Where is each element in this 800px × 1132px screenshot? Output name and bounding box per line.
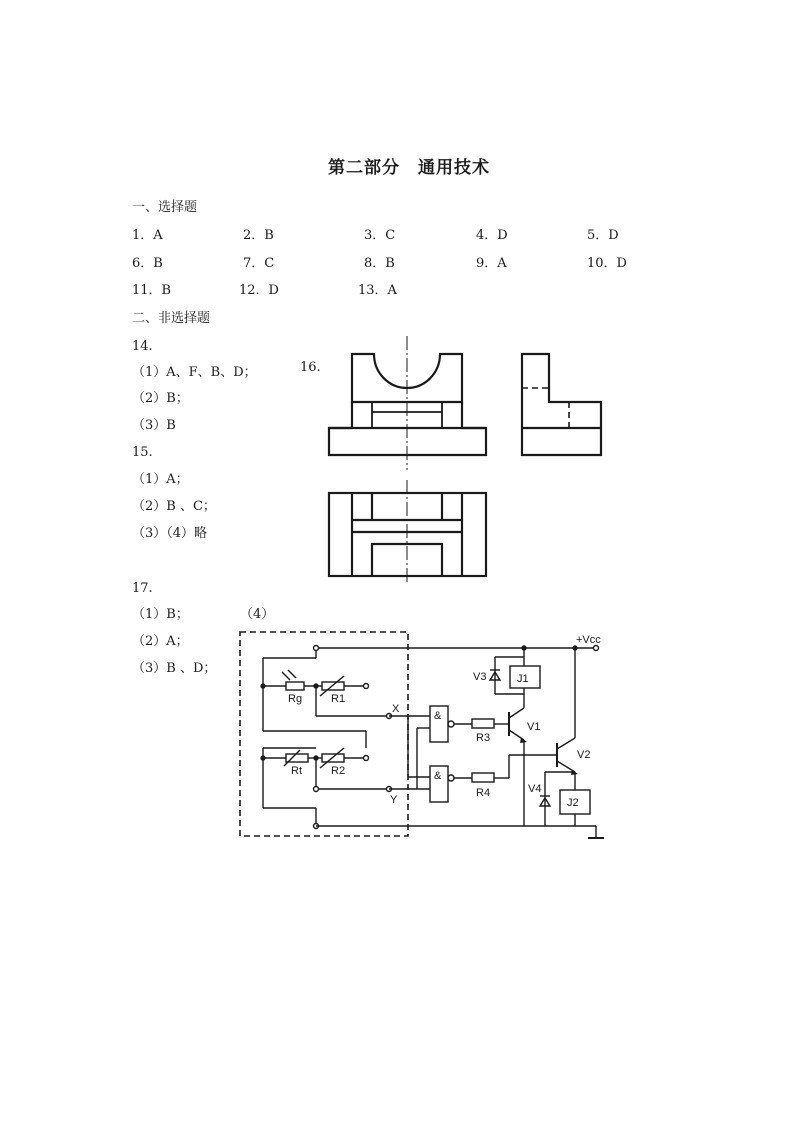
mc-answer-8: 8．B [364, 256, 395, 271]
q17-sub4-label: （4） [240, 607, 275, 622]
mc-answer-3: 3．C [364, 228, 396, 243]
q17-answer-2: （2）A； [132, 634, 189, 649]
q15-answer-1: （1）A； [132, 472, 189, 487]
q15-answer-2: （2）B 、C； [132, 499, 216, 514]
and-gate-2-symbol: & [434, 770, 442, 782]
mc-answer-5: 5．D [587, 228, 619, 243]
q14-number: 14. [132, 339, 153, 354]
mc-answer-12: 12．D [239, 283, 279, 298]
j1-label: J1 [517, 673, 529, 685]
v4-label: V4 [528, 783, 542, 795]
y-label: Y [390, 794, 398, 806]
v3-label: V3 [473, 671, 487, 683]
q17-answer-3: （3）B 、D； [132, 661, 217, 676]
v2-label: V2 [577, 749, 591, 761]
mc-answer-11: 11．B [132, 283, 172, 298]
r4-label: R4 [476, 787, 491, 799]
section-heading-nonchoice: 二、非选择题 [132, 311, 211, 326]
r1-label: R1 [331, 693, 346, 705]
r3-label: R3 [476, 732, 491, 744]
v1-label: V1 [527, 721, 541, 733]
x-label: X [392, 703, 400, 715]
rt-label: Rt [291, 765, 302, 777]
mc-answer-7: 7．C [243, 256, 275, 271]
and-gate-1-symbol: & [434, 710, 442, 722]
mc-answer-10: 10．D [587, 256, 627, 271]
mc-answer-2: 2．B [243, 228, 274, 243]
q15-number: 15. [132, 445, 153, 460]
section-heading-choice: 一、选择题 [132, 200, 198, 215]
mc-answer-4: 4．D [476, 228, 508, 243]
mc-answer-13: 13．A [358, 283, 397, 298]
j2-label: J2 [567, 797, 579, 809]
q14-answer-2: （2）B； [132, 391, 189, 406]
r4-resistor [472, 773, 494, 782]
mc-answer-6: 6．B [132, 256, 163, 271]
q16-number: 16. [300, 360, 321, 375]
vcc-label: +Vcc [576, 634, 601, 646]
r2-label: R2 [331, 765, 346, 777]
q17-answer-1: （1）B； [132, 607, 189, 622]
mc-answer-1: 1．A [132, 228, 163, 243]
rg-label: Rg [288, 693, 303, 705]
q14-answer-3: （3）B [132, 418, 176, 433]
rg-resistor [286, 682, 304, 690]
q15-answer-3: （3）（4）略 [132, 526, 208, 541]
r3-resistor [472, 719, 494, 728]
mc-answer-9: 9．A [476, 256, 507, 271]
q17-number: 17. [132, 581, 153, 596]
page-title: 第二部分 通用技术 [328, 158, 490, 178]
q14-answer-1: （1）A、F、B、D； [132, 365, 257, 380]
